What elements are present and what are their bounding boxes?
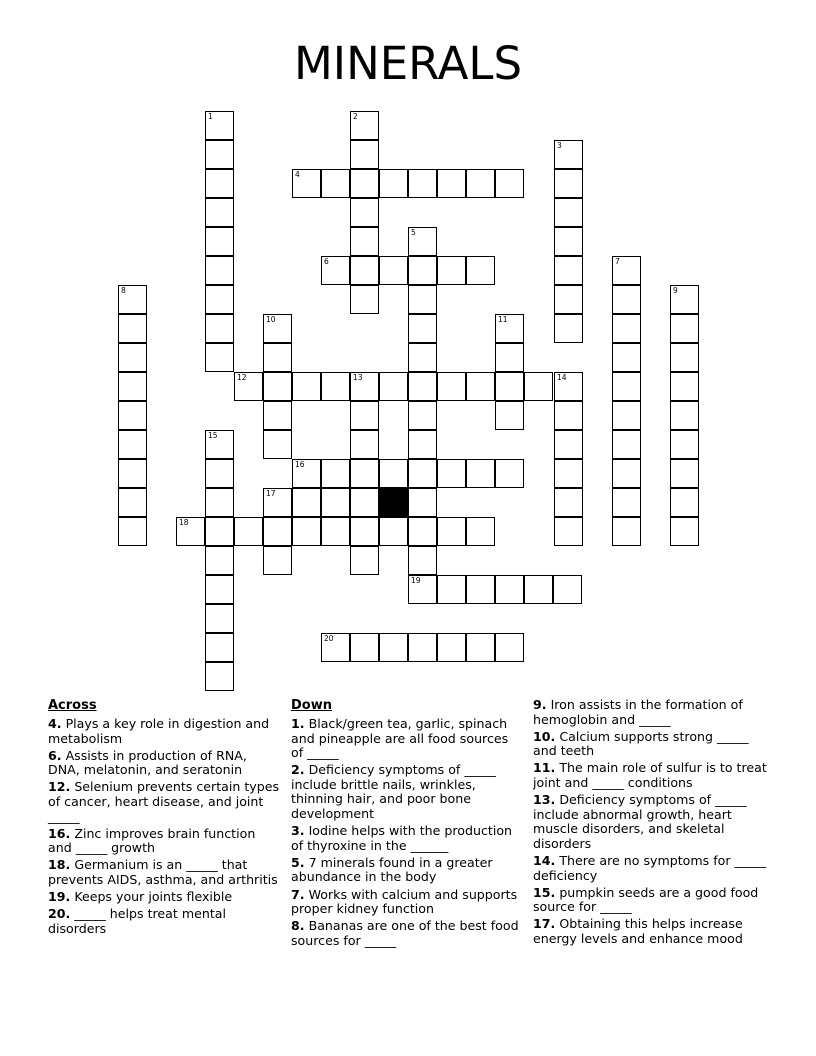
grid-cell[interactable] <box>205 459 234 488</box>
grid-cell[interactable] <box>379 256 408 285</box>
grid-cell[interactable] <box>292 169 321 198</box>
clue-number: 15 <box>208 431 218 440</box>
grid-cell[interactable] <box>437 517 466 546</box>
grid-cell[interactable] <box>408 372 437 401</box>
down-clue <box>291 763 521 821</box>
grid-cell[interactable] <box>350 285 379 314</box>
grid-cell[interactable] <box>350 111 379 140</box>
grid-cell[interactable] <box>379 459 408 488</box>
grid-cell[interactable] <box>437 633 466 662</box>
grid-cell[interactable] <box>205 227 234 256</box>
clue-text: Selenium prevents certain types of cancer, heart disease, and joint _____ <box>48 779 280 824</box>
grid-cell[interactable] <box>379 633 408 662</box>
down-clue <box>533 917 768 946</box>
page-title: MINERALS <box>293 37 523 90</box>
clue-number: 18 <box>179 518 189 527</box>
grid-cell[interactable] <box>350 517 379 546</box>
down-clue <box>291 888 521 917</box>
clue-text: Deficiency symptoms of _____ include brittle nails, wrinkles, thinning hair, and poor bone development <box>291 762 496 822</box>
grid-cell[interactable] <box>321 459 350 488</box>
clue-number: 20 <box>324 634 334 643</box>
grid-cell[interactable] <box>379 372 408 401</box>
clue-text: Calcium supports strong _____ and teeth <box>533 728 749 759</box>
grid-cell[interactable] <box>176 517 205 546</box>
clue-text: Works with calcium and supports proper kidney function <box>291 886 518 917</box>
grid-cell[interactable] <box>495 459 524 488</box>
grid-cell[interactable] <box>612 459 641 488</box>
grid-cell[interactable] <box>495 372 524 401</box>
grid-cell[interactable] <box>408 401 437 430</box>
down-heading: Down <box>291 698 332 713</box>
clue-text: 7 minerals found in a greater abundance in the body <box>291 854 493 885</box>
across-heading: Across <box>48 698 97 713</box>
grid-cell[interactable] <box>612 372 641 401</box>
grid-cell[interactable] <box>495 401 524 430</box>
clue-label: 15. <box>533 884 556 900</box>
grid-cell[interactable] <box>292 517 321 546</box>
down-clues <box>291 698 521 951</box>
grid-cell[interactable] <box>408 285 437 314</box>
down-clue <box>533 761 768 790</box>
grid-cell[interactable] <box>263 343 292 372</box>
clue-number: 1 <box>208 112 213 121</box>
grid-cell[interactable] <box>350 633 379 662</box>
clue-text: Deficiency symptoms of _____ include abnormal growth, heart muscle disorders, and skeletal disorders <box>533 792 747 851</box>
grid-cell[interactable] <box>408 517 437 546</box>
grid-cell[interactable] <box>554 140 583 169</box>
grid-cell[interactable] <box>205 111 234 140</box>
grid-cell[interactable] <box>408 633 437 662</box>
grid-cell[interactable] <box>379 517 408 546</box>
grid-cell[interactable] <box>408 314 437 343</box>
grid-cell[interactable] <box>263 546 292 575</box>
clue-text: Assists in production of RNA, DNA, melatonin, and seratonin <box>48 747 247 778</box>
grid-cell[interactable] <box>495 633 524 662</box>
grid-cell[interactable] <box>379 169 408 198</box>
grid-cell[interactable] <box>205 575 234 604</box>
grid-cell[interactable] <box>118 343 147 372</box>
grid-cell[interactable] <box>466 256 495 285</box>
grid-cell[interactable] <box>554 517 583 546</box>
grid-cell[interactable] <box>118 430 147 459</box>
grid-cell[interactable] <box>263 517 292 546</box>
down-clue <box>291 919 521 948</box>
grid-cell[interactable] <box>263 488 292 517</box>
clue-number: 10 <box>266 315 276 324</box>
grid-cell[interactable] <box>321 169 350 198</box>
grid-cell[interactable] <box>205 198 234 227</box>
grid-cell[interactable] <box>118 285 147 314</box>
grid-cell[interactable] <box>495 575 524 604</box>
grid-cell[interactable] <box>321 517 350 546</box>
grid-cell[interactable] <box>205 256 234 285</box>
grid-cell[interactable] <box>553 575 582 604</box>
grid-cell[interactable] <box>670 285 699 314</box>
grid-cell[interactable] <box>234 517 263 546</box>
grid-cell[interactable] <box>408 430 437 459</box>
grid-cell[interactable] <box>437 372 466 401</box>
clue-label: 6. <box>48 747 62 763</box>
clue-number: 13 <box>353 373 363 382</box>
clue-label: 3. <box>291 823 305 839</box>
grid-cell[interactable] <box>554 285 583 314</box>
clue-text: pumpkin seeds are a good food source for _____ <box>533 884 759 915</box>
grid-cell[interactable] <box>321 633 350 662</box>
across-clue <box>48 717 280 746</box>
grid-cell[interactable] <box>350 546 379 575</box>
grid-cell[interactable] <box>670 314 699 343</box>
down-clue <box>533 698 768 727</box>
grid-cell[interactable] <box>118 488 147 517</box>
clue-label: 14. <box>533 852 556 868</box>
grid-cell[interactable] <box>437 169 466 198</box>
grid-cell[interactable] <box>437 575 466 604</box>
grid-cell[interactable] <box>350 256 379 285</box>
grid-cell[interactable] <box>205 140 234 169</box>
down-clue <box>533 730 768 759</box>
clue-number: 3 <box>557 141 562 150</box>
grid-cell[interactable] <box>234 372 263 401</box>
grid-cell[interactable] <box>292 488 321 517</box>
grid-cell[interactable] <box>205 169 234 198</box>
grid-cell[interactable] <box>495 169 524 198</box>
grid-cell[interactable] <box>670 459 699 488</box>
grid-cell[interactable] <box>612 517 641 546</box>
clue-label: 11. <box>533 760 556 776</box>
clue-label: 17. <box>533 916 556 932</box>
grid-cell[interactable] <box>408 575 437 604</box>
clue-text: Germanium is an _____ that prevents AIDS, asthma, and arthritis <box>48 857 278 887</box>
down-clue <box>533 886 768 915</box>
clue-label: 1. <box>291 716 305 731</box>
grid-cell[interactable] <box>350 459 379 488</box>
grid-cell[interactable] <box>670 488 699 517</box>
grid-cell[interactable] <box>670 430 699 459</box>
clue-text: Plays a key role in digestion and metabolism <box>48 716 270 746</box>
grid-cell[interactable] <box>466 372 495 401</box>
grid-cell[interactable] <box>292 372 321 401</box>
grid-cell[interactable] <box>554 169 583 198</box>
grid-cell[interactable] <box>205 430 234 459</box>
clue-number: 7 <box>615 257 620 266</box>
grid-cell[interactable] <box>118 459 147 488</box>
clue-number: 19 <box>411 576 421 585</box>
clue-text: Keeps your joints flexible <box>70 889 233 905</box>
grid-cell[interactable] <box>554 314 583 343</box>
clue-label: 12. <box>48 779 71 795</box>
grid-cell[interactable] <box>205 314 234 343</box>
grid-cell[interactable] <box>495 343 524 372</box>
clue-number: 17 <box>266 489 276 498</box>
grid-cell[interactable] <box>350 372 379 401</box>
grid-cell[interactable] <box>670 401 699 430</box>
grid-cell[interactable] <box>437 459 466 488</box>
clue-text: There are no symptoms for _____ deficiency <box>533 852 767 883</box>
grid-cell[interactable] <box>408 343 437 372</box>
clue-number: 5 <box>411 228 416 237</box>
clue-label: 20. <box>48 906 71 922</box>
grid-cell[interactable] <box>612 430 641 459</box>
clue-text: Bananas are one of the best food sources for _____ <box>291 918 519 948</box>
grid-cell[interactable] <box>205 662 234 691</box>
grid-cell[interactable] <box>263 372 292 401</box>
clue-label: 19. <box>48 889 71 905</box>
grid-cell[interactable] <box>321 372 350 401</box>
across-clue <box>48 780 280 824</box>
clue-label: 8. <box>291 918 305 934</box>
grid-cell[interactable] <box>554 227 583 256</box>
grid-cell[interactable] <box>408 169 437 198</box>
grid-cell[interactable] <box>437 256 466 285</box>
grid-cell[interactable] <box>554 372 583 401</box>
across-clues <box>48 698 280 939</box>
grid-cell[interactable] <box>263 430 292 459</box>
clue-text: Obtaining this helps increase energy levels and enhance mood <box>533 916 743 946</box>
grid-cell[interactable] <box>408 546 437 575</box>
clue-number: 11 <box>498 315 508 324</box>
clue-label: 10. <box>533 728 556 744</box>
grid-cell[interactable] <box>670 517 699 546</box>
grid-cell[interactable] <box>350 198 379 227</box>
grid-cell[interactable] <box>292 459 321 488</box>
grid-cell[interactable] <box>495 314 524 343</box>
across-clue <box>48 749 280 778</box>
grid-cell[interactable] <box>350 430 379 459</box>
clue-text: The main role of sulfur is to treat joint and _____ conditions <box>533 760 767 790</box>
grid-cell[interactable] <box>524 575 553 604</box>
black-square <box>379 488 408 517</box>
down-clue <box>533 854 768 883</box>
grid-cell[interactable] <box>118 401 147 430</box>
grid-cell[interactable] <box>612 256 641 285</box>
clue-text: Black/green tea, garlic, spinach and pineapple are all food sources of _____ <box>291 716 509 761</box>
grid-cell[interactable] <box>205 285 234 314</box>
grid-cell[interactable] <box>408 488 437 517</box>
grid-cell[interactable] <box>321 488 350 517</box>
clue-number: 16 <box>295 460 305 469</box>
grid-cell[interactable] <box>408 256 437 285</box>
clue-label: 2. <box>291 762 305 778</box>
down-clue <box>291 717 521 761</box>
clue-label: 4. <box>48 716 62 731</box>
grid-cell[interactable] <box>554 401 583 430</box>
grid-cell[interactable] <box>350 401 379 430</box>
grid-cell[interactable] <box>612 314 641 343</box>
clue-label: 16. <box>48 825 71 841</box>
across-clue <box>48 907 280 936</box>
grid-cell[interactable] <box>350 140 379 169</box>
grid-cell[interactable] <box>670 343 699 372</box>
grid-cell[interactable] <box>118 517 147 546</box>
clue-number: 2 <box>353 112 358 121</box>
across-clue <box>48 858 280 887</box>
down-clues-continued <box>533 698 768 949</box>
down-clue <box>291 824 521 853</box>
grid-cell[interactable] <box>118 314 147 343</box>
clue-number: 6 <box>324 257 329 266</box>
grid-cell[interactable] <box>350 227 379 256</box>
grid-cell[interactable] <box>554 459 583 488</box>
clue-text: _____ helps treat mental disorders <box>48 906 226 936</box>
grid-cell[interactable] <box>554 430 583 459</box>
grid-cell[interactable] <box>612 488 641 517</box>
grid-cell[interactable] <box>205 604 234 633</box>
grid-cell[interactable] <box>612 401 641 430</box>
grid-cell[interactable] <box>524 372 553 401</box>
grid-cell[interactable] <box>466 169 495 198</box>
clue-label: 13. <box>533 792 556 808</box>
clue-number: 12 <box>237 373 247 382</box>
grid-cell[interactable] <box>612 343 641 372</box>
clue-text: Iodine helps with the production of thyroxine in the ______ <box>291 823 513 853</box>
clue-number: 8 <box>121 286 126 295</box>
grid-cell[interactable] <box>118 372 147 401</box>
clue-text: Iron assists in the formation of hemoglobin and _____ <box>533 697 743 727</box>
clue-label: 7. <box>291 886 305 902</box>
across-clue <box>48 827 280 856</box>
grid-cell[interactable] <box>612 285 641 314</box>
clue-label: 18. <box>48 857 71 873</box>
down-clue <box>291 856 521 885</box>
grid-cell[interactable] <box>466 517 495 546</box>
clue-label: 5. <box>291 854 305 870</box>
grid-cell[interactable] <box>554 488 583 517</box>
grid-cell[interactable] <box>350 488 379 517</box>
grid-cell[interactable] <box>408 459 437 488</box>
grid-cell[interactable] <box>350 169 379 198</box>
grid-cell[interactable] <box>554 198 583 227</box>
grid-cell[interactable] <box>205 488 234 517</box>
grid-cell[interactable] <box>466 575 495 604</box>
grid-cell[interactable] <box>205 633 234 662</box>
grid-cell[interactable] <box>263 401 292 430</box>
grid-cell[interactable] <box>205 343 234 372</box>
clue-text: Zinc improves brain function and _____ growth <box>48 825 256 856</box>
clue-number: 4 <box>295 170 300 179</box>
clue-label: 9. <box>533 697 547 712</box>
grid-cell[interactable] <box>408 227 437 256</box>
clue-number: 14 <box>557 373 567 382</box>
across-clue <box>48 890 280 905</box>
grid-cell[interactable] <box>554 256 583 285</box>
grid-cell[interactable] <box>466 459 495 488</box>
grid-cell[interactable] <box>205 546 234 575</box>
grid-cell[interactable] <box>205 517 234 546</box>
down-clue <box>533 793 768 851</box>
grid-cell[interactable] <box>466 633 495 662</box>
clue-number: 9 <box>673 286 678 295</box>
grid-cell[interactable] <box>263 314 292 343</box>
grid-cell[interactable] <box>321 256 350 285</box>
grid-cell[interactable] <box>670 372 699 401</box>
